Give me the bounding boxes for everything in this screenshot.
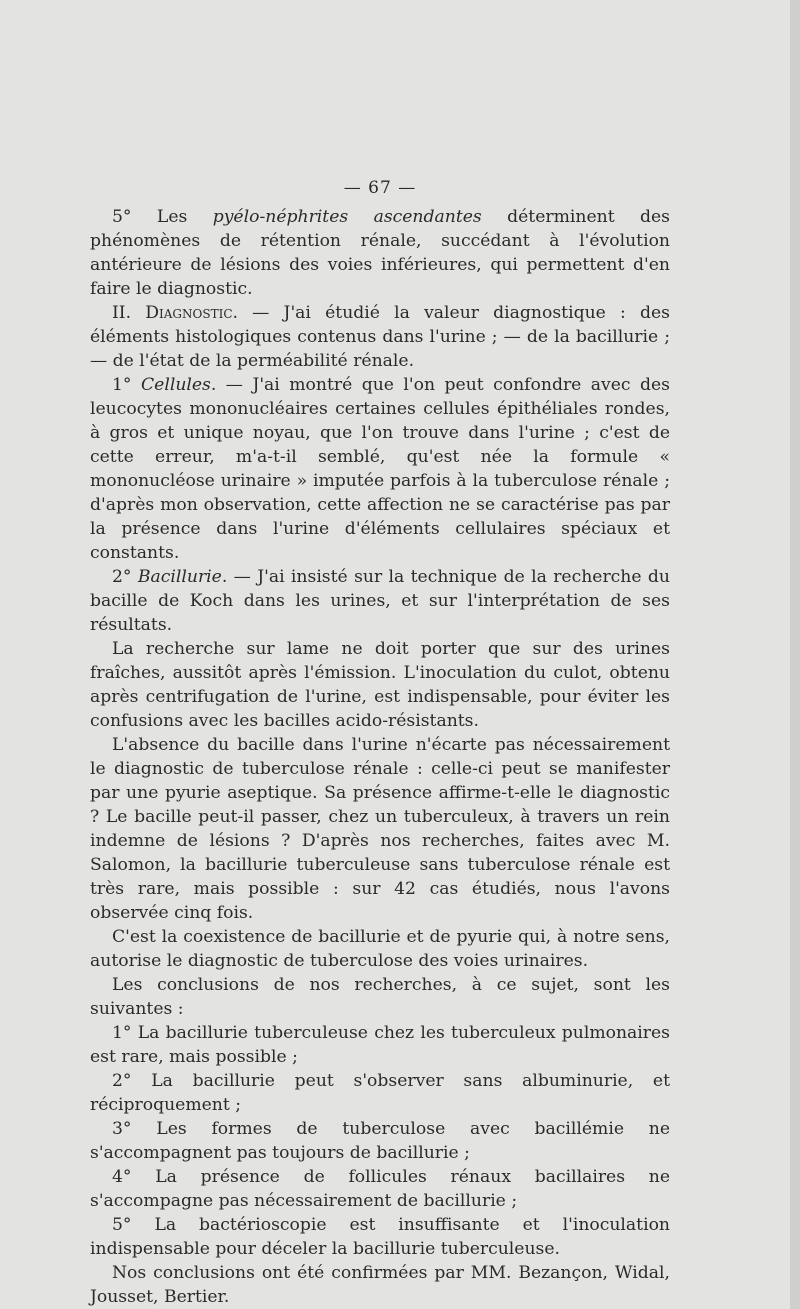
paragraph-emphasis: Cellules xyxy=(141,375,211,395)
conclusion-item-5: 5° La bactérioscopie est insuffisante et l'inoculation indispensable pour déceler la bacillurie tuberculeuse. xyxy=(90,1215,670,1259)
paragraph-text: . — J'ai insisté sur la technique de la recherche du bacille de Koch dans les urines, et sur l'interprétation de ses résultats. xyxy=(90,567,670,635)
body-text xyxy=(90,205,670,1309)
paragraph-diagnostic xyxy=(90,301,670,373)
conclusion-item-3: 3° Les formes de tuberculose avec bacillémie ne s'accompagnent pas toujours de bacillurie ; xyxy=(90,1119,670,1163)
section-heading: Diagnostic xyxy=(145,303,233,323)
conclusion-item-1: 1° La bacillurie tuberculeuse chez les tuberculeux pulmonaires est rare, mais possible ; xyxy=(90,1023,670,1067)
paragraph-lead: II. xyxy=(112,303,146,323)
paragraph-emphasis: pyélo-néphrites ascendantes xyxy=(212,207,482,227)
conclusion-item-4: 4° La présence de follicules rénaux bacillaires ne s'accompagne pas nécessairement de bacillurie ; xyxy=(90,1167,670,1211)
paragraph-pyelonephrites xyxy=(90,205,670,301)
page-number: — 67 — xyxy=(343,178,417,198)
page-edge xyxy=(790,0,800,1309)
paragraph-text: déterminent des phénomènes de rétention rénale, succédant à l'évolution antérieure de lésions des voies inférieures, qui permettent d'en faire le diagnostic. xyxy=(90,207,670,299)
paragraph-cellules xyxy=(90,373,670,565)
paragraph-text: . — J'ai étudié la valeur diagnostique : des éléments histologiques contenus dans l'urine ; — de la bacillurie ; — de l'état de la perméabilité rénale. xyxy=(90,303,670,371)
paragraph-coexistence: C'est la coexistence de bacillurie et de pyurie qui, à notre sens, autorise le diagnostic de tuberculose des voies urinaires. xyxy=(90,927,670,971)
paragraph-lead: 5° Les xyxy=(112,207,213,227)
paragraph-conclusions-intro: Les conclusions de nos recherches, à ce sujet, sont les suivantes : xyxy=(90,975,670,1019)
paragraph-lead: 1° xyxy=(112,375,141,395)
paragraph-lead: 2° xyxy=(112,567,138,587)
paragraph-confirmation: Nos conclusions ont été confirmées par MM. Bezançon, Widal, Jousset, Bertier. xyxy=(90,1263,670,1307)
paragraph-recherche: La recherche sur lame ne doit porter que sur des urines fraîches, aussitôt après l'émission. L'inoculation du culot, obtenu après centrifugation de l'urine, est indispensable, pour éviter les confusions avec les bacilles acido-résistants. xyxy=(90,639,670,731)
paragraph-absence: L'absence du bacille dans l'urine n'écarte pas nécessairement le diagnostic de tuberculose rénale : celle-ci peut se manifester par une pyurie aseptique. Sa présence affirme-t-elle le diagnostic ? Le bacille peut-il passer, chez un tuberculeux, à travers un rein indemne de lésions ? D'après nos recherches, faites avec M. Salomon, la bacillurie tuberculeuse sans tuberculose rénale est très rare, mais possible : sur 42 cas étudiés, nous l'avons observée cinq fois. xyxy=(90,735,670,923)
paragraph-bacillurie xyxy=(90,565,670,637)
paragraph-text: . — J'ai montré que l'on peut confondre avec des leucocytes mononucléaires certaines cellules épithéliales rondes, à gros et unique noyau, que l'on trouve dans l'urine ; c'est de cette erreur, m'a-t-il semblé, qu'est née la formule « mononucléose urinaire » imputée parfois à la tuberculose rénale ; d'après mon observation, cette affection ne se caractérise pas par la présence dans l'urine d'éléments cellulaires spéciaux et constants. xyxy=(90,375,671,563)
conclusion-item-2: 2° La bacillurie peut s'observer sans albuminurie, et réciproquement ; xyxy=(90,1071,670,1115)
paragraph-emphasis: Bacillurie xyxy=(137,567,222,587)
